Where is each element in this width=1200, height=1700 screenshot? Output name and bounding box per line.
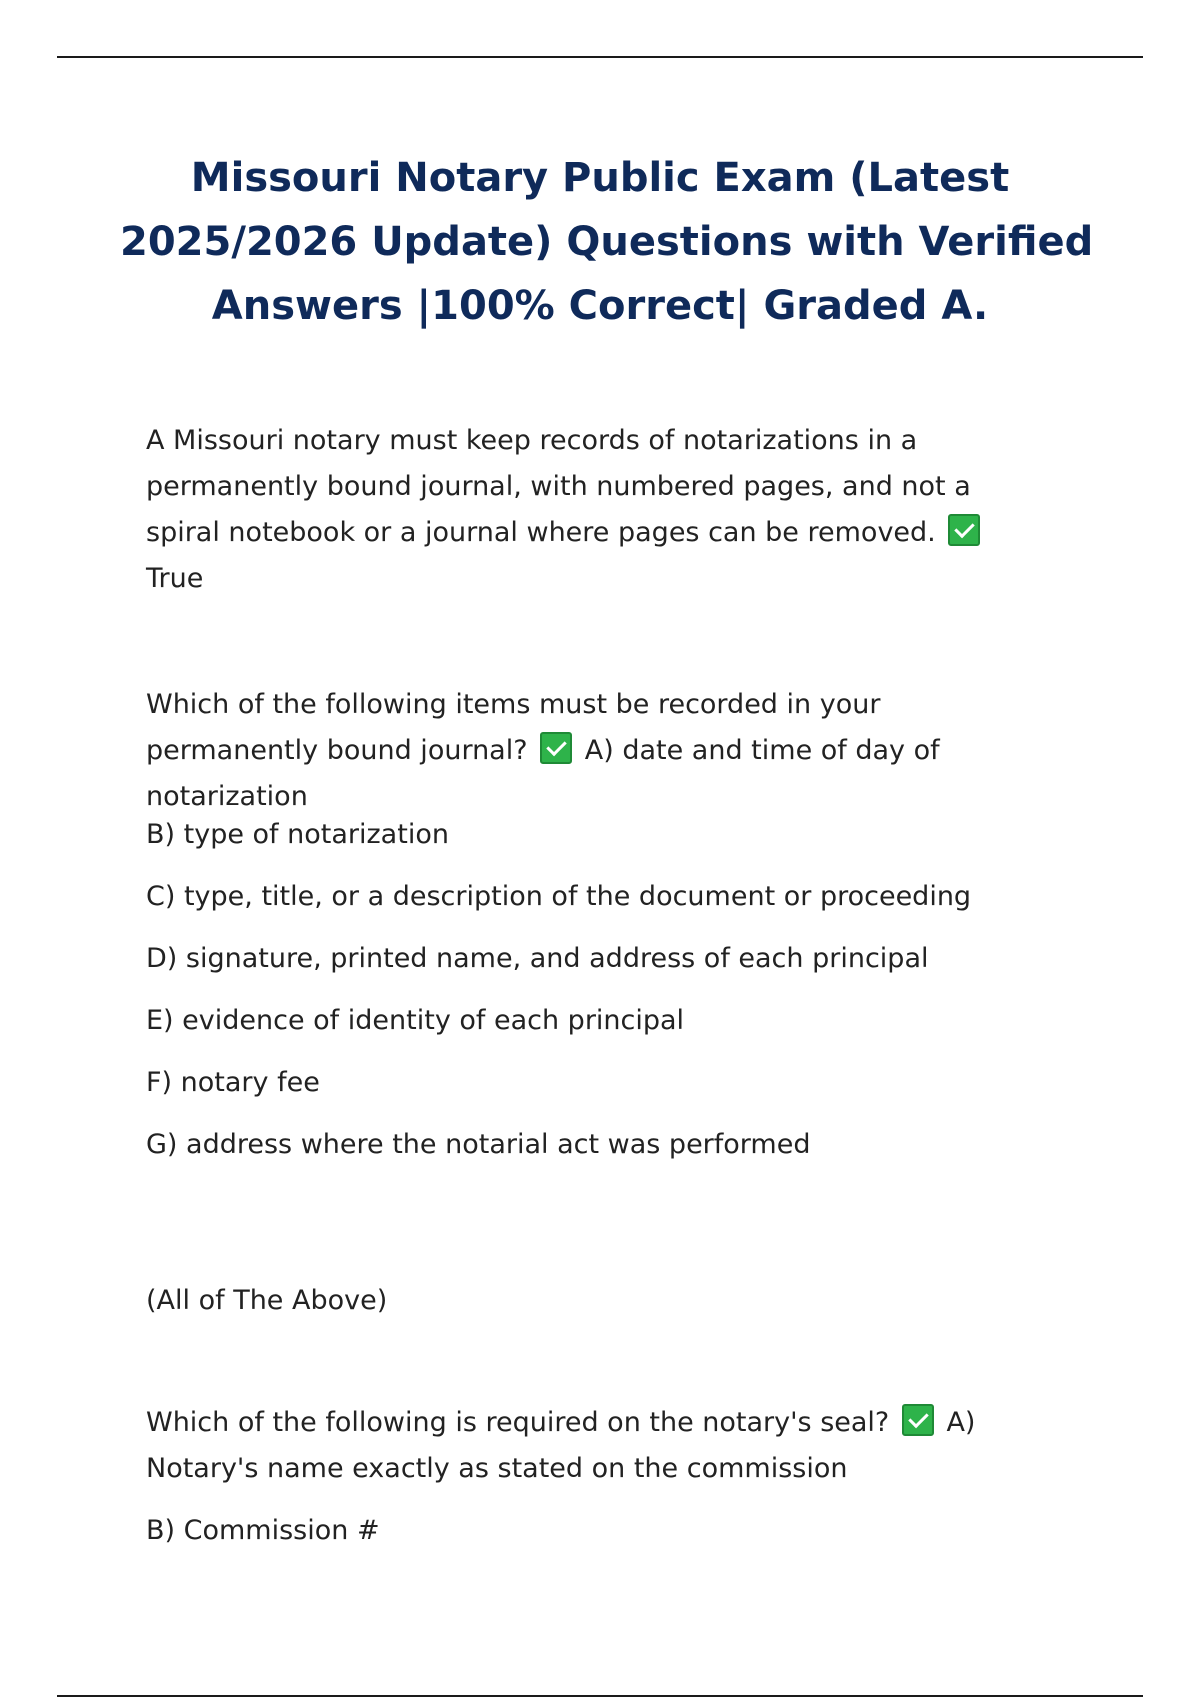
top-divider <box>57 56 1143 58</box>
question-3-text: Which of the following is required on the notary's seal? <box>146 1407 890 1438</box>
question-1-line-2: permanently bound journal, with numbered pages, and not a <box>146 471 971 502</box>
option-b: B) type of notarization <box>146 819 449 850</box>
question-3-line-2: Notary's name exactly as stated on the commission <box>146 1453 848 1484</box>
question-2-line-3: notarization <box>146 781 308 812</box>
question-1-line-1: A Missouri notary must keep records of notarizations in a <box>146 425 918 456</box>
question-3 <box>146 1400 975 1554</box>
option-f: F) notary fee <box>146 1067 320 1098</box>
option-c: C) type, title, or a description of the document or proceeding <box>146 881 972 912</box>
question-2-text: permanently bound journal? <box>146 735 528 766</box>
option-g: G) address where the notarial act was performed <box>146 1129 811 1160</box>
question-2-line-1: Which of the following items must be recorded in your <box>146 689 881 720</box>
question-3-option-b: B) Commission # <box>146 1515 380 1546</box>
question-1-line-3-text: spiral notebook or a journal where pages can be removed. <box>146 517 936 548</box>
document-title <box>120 146 1094 338</box>
question-1-answer: True <box>146 563 204 594</box>
title-line-2: 2025/2026 Update) Questions with Verified <box>120 219 1094 265</box>
question-1-line-3 <box>146 510 984 556</box>
bottom-divider <box>57 1695 1143 1697</box>
title-line-3: Answers |100% Correct| Graded A. <box>211 283 989 329</box>
option-e: E) evidence of identity of each principal <box>146 1005 685 1036</box>
option-d: D) signature, printed name, and address of each principal <box>146 943 929 974</box>
question-1 <box>146 418 984 602</box>
check-mark-icon <box>948 514 980 546</box>
all-of-the-above: (All of The Above) <box>146 1285 388 1316</box>
question-3-line-1 <box>146 1400 975 1446</box>
check-mark-icon <box>902 1404 934 1436</box>
check-mark-icon <box>540 732 572 764</box>
question-3-answer: A) <box>946 1407 976 1438</box>
question-2-line-2 <box>146 728 940 774</box>
title-line-1: Missouri Notary Public Exam (Latest <box>190 155 1010 201</box>
question-2-answer: A) date and time of day of <box>584 735 940 766</box>
question-2 <box>146 682 940 820</box>
